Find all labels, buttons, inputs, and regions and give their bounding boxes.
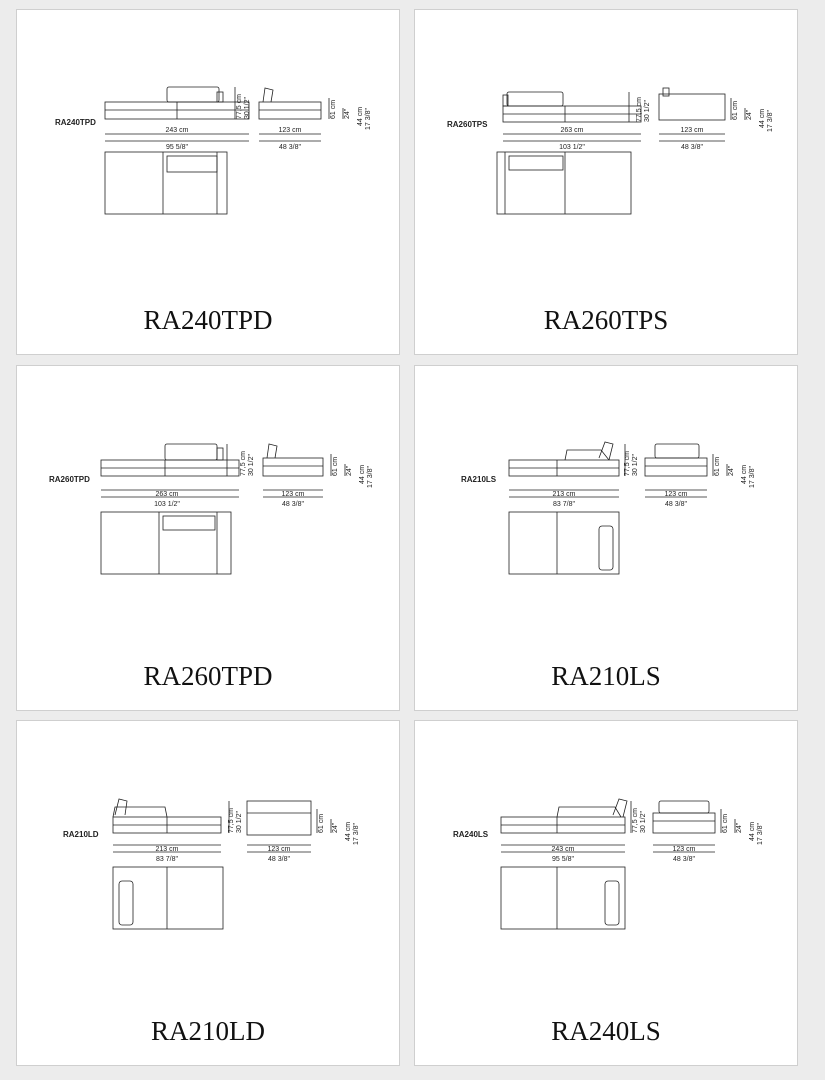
seat-height-in-label: 17 3/8": [749, 466, 756, 488]
model-code-label: RA240LS: [453, 830, 489, 839]
product-card-ra210ld: [16, 720, 400, 1066]
width-in-label: 95 5/8": [552, 856, 574, 863]
height-cm-label: 77,5 cm: [236, 94, 243, 119]
depth-in-label: 48 3/8": [681, 144, 703, 151]
depth-in-label: 48 3/8": [673, 856, 695, 863]
product-card-ra260tps: [414, 9, 798, 355]
depth-in-label: 48 3/8": [268, 856, 290, 863]
seat-height-in-label: 17 3/8": [367, 466, 374, 488]
back-height-in-label: 24": [344, 108, 351, 119]
model-title: RA240LS: [551, 1016, 661, 1046]
height-in-label: 30 1/2": [248, 454, 255, 476]
model-code-label: RA210LD: [63, 830, 99, 839]
model-code-label: RA260TPS: [447, 120, 488, 129]
back-height-in-label: 24": [746, 109, 753, 120]
product-card-ra240tpd: [16, 9, 400, 355]
height-cm-label: 77,5 cm: [228, 808, 235, 833]
width-cm-label: 243 cm: [165, 127, 189, 134]
width-in-label: 103 1/2": [154, 501, 180, 508]
width-in-label: 83 7/8": [553, 501, 575, 508]
depth-cm-label: 123 cm: [267, 846, 291, 853]
height-cm-label: 77,5 cm: [632, 808, 639, 833]
model-title: RA210LS: [551, 661, 661, 691]
height-in-label: 30 1/2": [236, 811, 243, 833]
depth-cm-label: 123 cm: [664, 491, 688, 498]
depth-cm-label: 123 cm: [672, 846, 696, 853]
back-height-cm-label: 61 cm: [332, 456, 339, 476]
back-height-in-label: 24": [346, 465, 353, 476]
width-cm-label: 213 cm: [552, 491, 576, 498]
height-cm-label: 77,5 cm: [636, 97, 643, 122]
model-title: RA260TPD: [143, 661, 273, 691]
product-card-ra210ls: [414, 365, 798, 711]
height-cm-label: 77,5 cm: [624, 451, 631, 476]
back-height-cm-label: 61 cm: [732, 100, 739, 120]
width-in-label: 103 1/2": [559, 144, 585, 151]
height-in-label: 30 1/2": [640, 811, 647, 833]
depth-cm-label: 123 cm: [278, 127, 302, 134]
depth-in-label: 48 3/8": [279, 144, 301, 151]
seat-height-cm-label: 44 cm: [749, 821, 756, 841]
width-cm-label: 263 cm: [155, 491, 179, 498]
width-cm-label: 213 cm: [155, 846, 179, 853]
width-in-label: 95 5/8": [166, 144, 188, 151]
back-height-in-label: 24": [728, 465, 735, 476]
back-height-cm-label: 61 cm: [318, 813, 325, 833]
model-code-label: RA240TPD: [55, 118, 96, 127]
back-height-in-label: 24": [736, 822, 743, 833]
model-code-label: RA210LS: [461, 475, 497, 484]
height-in-label: 30 1/2": [644, 100, 651, 122]
seat-height-in-label: 17 3/8": [365, 108, 372, 130]
width-in-label: 83 7/8": [156, 856, 178, 863]
seat-height-cm-label: 44 cm: [741, 464, 748, 484]
seat-height-cm-label: 44 cm: [759, 108, 766, 128]
back-height-cm-label: 61 cm: [330, 99, 337, 119]
model-title: RA240TPD: [143, 305, 273, 335]
width-cm-label: 263 cm: [560, 127, 584, 134]
seat-height-cm-label: 44 cm: [345, 821, 352, 841]
height-in-label: 30 1/2": [632, 454, 639, 476]
depth-in-label: 48 3/8": [665, 501, 687, 508]
seat-height-cm-label: 44 cm: [359, 464, 366, 484]
seat-height-cm-label: 44 cm: [357, 106, 364, 126]
depth-in-label: 48 3/8": [282, 501, 304, 508]
model-title: RA210LD: [151, 1016, 265, 1046]
model-title: RA260TPS: [543, 305, 669, 335]
width-cm-label: 243 cm: [551, 846, 575, 853]
seat-height-in-label: 17 3/8": [353, 823, 360, 845]
seat-height-in-label: 17 3/8": [757, 823, 764, 845]
product-card-ra260tpd: [16, 365, 400, 711]
back-height-cm-label: 61 cm: [722, 813, 729, 833]
model-code-label: RA260TPD: [49, 475, 90, 484]
back-height-in-label: 24": [332, 822, 339, 833]
product-card-ra240ls: [414, 720, 798, 1066]
depth-cm-label: 123 cm: [281, 491, 305, 498]
height-cm-label: 77,5 cm: [240, 451, 247, 476]
seat-height-in-label: 17 3/8": [767, 110, 774, 132]
depth-cm-label: 123 cm: [680, 127, 704, 134]
height-in-label: 30 1/2": [244, 97, 251, 119]
back-height-cm-label: 61 cm: [714, 456, 721, 476]
